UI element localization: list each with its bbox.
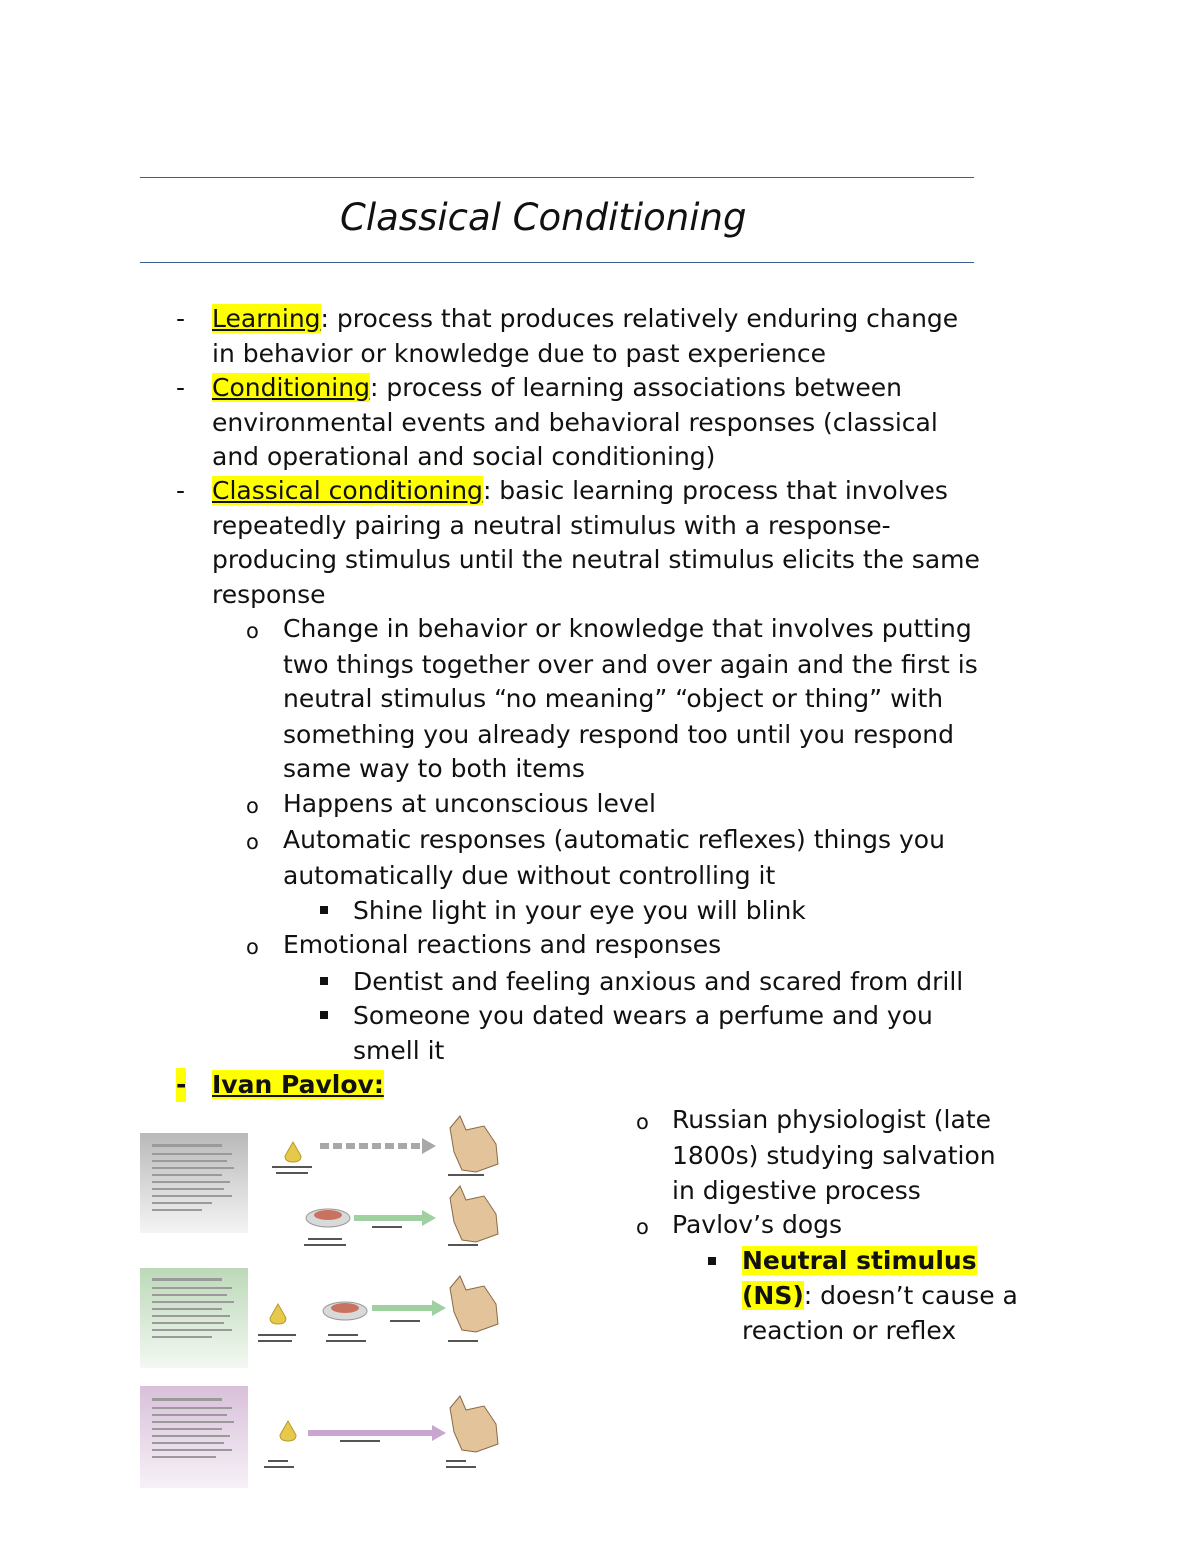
text: : process of learning associations between [369,373,902,402]
text-line: in behavior or knowledge due to past experience [212,339,827,368]
list-item-learning [212,302,958,336]
text: : process that produces relatively enduring change [320,304,959,333]
highlight-text: Neutral stimulus [742,1246,977,1275]
text-line: Russian physiologist (late [672,1105,992,1134]
list-item-conditioning [212,371,902,405]
text-line: in digestive process [672,1176,921,1205]
text-line: Happens at unconscious level [283,789,656,818]
circle-bullet: o [246,794,259,818]
text-line: Someone you dated wears a perfume and you [353,1001,933,1030]
text-line: producing stimulus until the neutral stimulus elicits the same [212,545,980,574]
square-bullet [320,1011,328,1019]
text-line: Automatic responses (automatic reflexes) things you [283,825,945,854]
text-line: Pavlov’s dogs [672,1210,843,1239]
text-line: 1800s) studying salvation [672,1141,996,1170]
square-bullet [708,1257,716,1265]
text-line: reaction or reflex [742,1316,957,1345]
top-rule [140,177,974,178]
text-line: neutral stimulus “no meaning” “object or thing” with [283,684,944,713]
text: : doesn’t cause a [803,1281,1018,1310]
text-line: response [212,580,326,609]
highlight-text: (NS) [742,1281,804,1310]
text-line: environmental events and behavioral responses (classical [212,408,938,437]
list-item-classical [212,474,948,508]
term-classical-conditioning: Classical conditioning [212,476,483,505]
dash-bullet: - [176,304,186,333]
square-bullet [320,977,328,985]
text: : basic learning process that involves [482,476,948,505]
text-line: Change in behavior or knowledge that involves putting [283,614,972,643]
text-line: two things together over and over again and the first is [283,650,978,679]
text-line: and operational and social conditioning) [212,442,716,471]
circle-bullet: o [246,830,259,854]
text-line: same way to both items [283,754,585,783]
square-bullet [320,906,328,914]
page-title: Classical Conditioning [340,196,747,239]
circle-bullet: o [636,1110,649,1134]
dash-bullet: - [176,476,186,505]
text-line: something you already respond too until you respond [283,720,955,749]
text-line: repeatedly pairing a neutral stimulus with a response- [212,511,891,540]
term-conditioning: Conditioning [212,373,370,402]
text-line: Shine light in your eye you will blink [353,896,806,925]
dash-bullet: - [176,1068,186,1102]
text-line: Dentist and feeling anxious and scared from drill [353,967,964,996]
term-learning: Learning [212,304,321,333]
list-item-pavlov [212,1068,384,1102]
pavlov-conditioning-figure [140,1108,520,1493]
bottom-rule [140,262,974,263]
circle-bullet: o [636,1215,649,1239]
text-line [742,1279,1018,1313]
term-neutral-stimulus [742,1244,977,1278]
circle-bullet: o [246,935,259,959]
text-line: automatically due without controlling it [283,861,776,890]
text-line: Emotional reactions and responses [283,930,722,959]
text-line: smell it [353,1036,445,1065]
term-ivan-pavlov: Ivan Pavlov: [212,1070,384,1099]
circle-bullet: o [246,619,259,643]
dash-bullet: - [176,373,186,402]
